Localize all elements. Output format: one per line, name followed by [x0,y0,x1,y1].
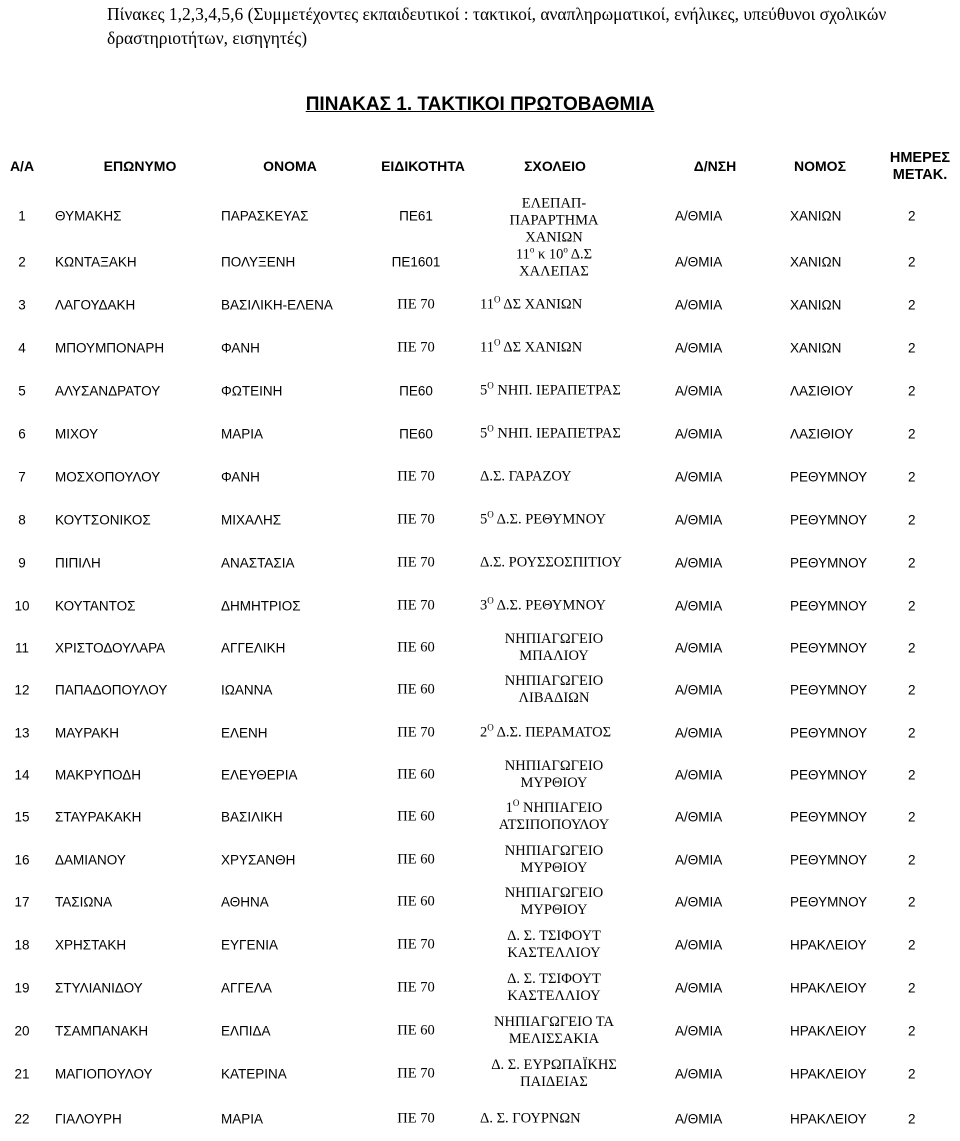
directorate: Α/ΘΜΙΑ [675,297,723,313]
last-name: ΜΠΟΥΜΠΟΝΑΡΗ [55,340,165,356]
specialty: ΠΕ 70 [397,339,435,356]
specialty: ΠΕ 60 [397,1022,435,1039]
travel-days: 2 [908,512,916,528]
prefecture: ΡΕΘΥΜΝΟΥ [790,512,868,528]
school: ΝΗΠΙΑΓΩΓΕΙΟ ΜΥΡΘΙΟΥ [504,843,604,876]
prefecture: ΗΡΑΚΛΕΙΟΥ [790,980,867,996]
row-number: 19 [14,980,30,996]
directorate: Α/ΘΜΙΑ [675,254,723,270]
first-name: ΑΓΓΕΛΑ [221,980,272,996]
specialty: ΠΕ 70 [397,1110,435,1127]
specialty: ΠΕ 70 [397,597,435,614]
row-number: 18 [14,937,30,953]
last-name: ΛΑΓΟΥΔΑΚΗ [55,297,136,313]
travel-days: 2 [908,426,916,442]
first-name: ΦΑΝΗ [221,469,260,485]
header-aa: Α/Α [9,158,35,174]
travel-days: 2 [908,340,916,356]
travel-days: 2 [908,980,916,996]
first-name: ΕΥΓΕΝΙΑ [221,937,278,953]
row-number: 21 [14,1066,30,1082]
specialty: ΠΕ 70 [397,724,435,741]
row-number: 12 [14,682,30,698]
travel-days: 2 [908,598,916,614]
row-number: 14 [14,767,30,783]
first-name: ΕΛΕΥΘΕΡΙΑ [221,767,298,783]
school: $3^O$ Δ.Σ. ΡΕΘΥΜΝΟΥ [480,595,606,614]
last-name: ΜΑΥΡΑΚΗ [55,725,120,741]
prefecture: ΡΕΘΥΜΝΟΥ [790,767,868,783]
prefecture: ΗΡΑΚΛΕΙΟΥ [790,1023,867,1039]
row-number: 7 [18,469,26,485]
prefecture: ΗΡΑΚΛΕΙΟΥ [790,1066,867,1082]
directorate: Α/ΘΜΙΑ [675,852,723,868]
travel-days: 2 [908,809,916,825]
directorate: Α/ΘΜΙΑ [675,383,723,399]
row-number: 11 [14,640,29,656]
travel-days: 2 [908,469,916,485]
header-specialty: ΕΙΔΙΚΟΤΗΤΑ [381,158,465,174]
first-name: ΦΩΤΕΙΝΗ [221,383,283,399]
specialty: ΠΕ60 [399,426,433,442]
specialty: ΠΕ 60 [397,851,435,868]
row-number: 5 [18,383,26,399]
first-name: ΒΑΣΙΛΙΚΗ-ΕΛΕΝΑ [221,297,333,313]
first-name: ΕΛΠΙΔΑ [221,1023,271,1039]
school: ΝΗΠΙΑΓΩΓΕΙΟ ΜΠΑΛΙΟΥ [504,631,604,664]
last-name: ΜΑΓΙΟΠΟΥΛΟΥ [55,1066,153,1082]
row-number: 20 [14,1023,30,1039]
row-number: 3 [18,297,26,313]
specialty: ΠΕ 60 [397,639,435,656]
school: $1^O$ ΝΗΠΙΑΓΕΙΟ ΑΤΣΙΠΟΠΟΥΛΟΥ [498,798,610,833]
travel-days: 2 [908,1066,916,1082]
directorate: Α/ΘΜΙΑ [675,980,723,996]
directorate: Α/ΘΜΙΑ [675,937,723,953]
travel-days: 2 [908,852,916,868]
travel-days: 2 [908,383,916,399]
school: $11^O$ ΔΣ ΧΑΝΙΩΝ [480,337,583,356]
travel-days: 2 [908,937,916,953]
row-number: 15 [14,809,30,825]
specialty: ΠΕ1601 [391,254,441,270]
school: ΝΗΠΙΑΓΩΓΕΙΟ ΤΑ ΜΕΛΙΣΣΑΚΙΑ [494,1014,614,1047]
first-name: ΑΘΗΝΑ [221,894,269,910]
first-name: ΕΛΕΝΗ [221,725,268,741]
prefecture: ΛΑΣΙΘΙΟΥ [790,426,854,442]
last-name: ΘΥΜΑΚΗΣ [55,208,122,224]
row-number: 17 [14,894,30,910]
last-name: ΚΟΥΤΣΟΝΙΚΟΣ [55,512,151,528]
specialty: ΠΕ61 [399,208,433,224]
header-travel-days: ΗΜΕΡΕΣ ΜΕΤΑΚ. [889,150,951,183]
directorate: Α/ΘΜΙΑ [675,809,723,825]
school: Δ. Σ. ΤΣΙΦΟΥΤ ΚΑΣΤΕΛΛΙΟΥ [507,971,601,1004]
header-directorate: Δ/ΝΣΗ [693,158,737,174]
row-number: 8 [18,512,26,528]
last-name: ΑΛΥΣΑΝΔΡΑΤΟΥ [55,383,161,399]
travel-days: 2 [908,1023,916,1039]
row-number: 1 [18,208,26,224]
specialty: ΠΕ 70 [397,554,435,571]
school: Δ. Σ. ΕΥΡΩΠΑΪΚΗΣ ΠΑΙΔΕΙΑΣ [491,1057,617,1090]
last-name: ΚΩΝΤΑΞΑΚΗ [55,254,137,270]
row-number: 16 [14,852,30,868]
first-name: ΜΑΡΙΑ [221,426,264,442]
last-name: ΠΑΠΑΔΟΠΟΥΛΟΥ [55,682,168,698]
directorate: Α/ΘΜΙΑ [675,1066,723,1082]
directorate: Α/ΘΜΙΑ [675,426,723,442]
specialty: ΠΕ 60 [397,893,435,910]
first-name: ΙΩΑΝΝΑ [221,682,273,698]
row-number: 4 [18,340,26,356]
directorate: Α/ΘΜΙΑ [675,598,723,614]
prefecture: ΧΑΝΙΩΝ [790,208,842,224]
prefecture: ΛΑΣΙΘΙΟΥ [790,383,854,399]
last-name: ΤΣΑΜΠΑΝΑΚΗ [55,1023,149,1039]
prefecture: ΡΕΘΥΜΝΟΥ [790,682,868,698]
header-school: ΣΧΟΛΕΙΟ [524,158,586,174]
header-last-name: ΕΠΩΝΥΜΟ [103,158,177,174]
travel-days: 2 [908,1111,916,1127]
specialty: ΠΕ 70 [397,979,435,996]
school: $11^O$ ΔΣ ΧΑΝΙΩΝ [480,294,583,313]
school: $5^O$ Δ.Σ. ΡΕΘΥΜΝΟΥ [480,509,606,528]
last-name: ΜΟΣΧΟΠΟΥΛΟΥ [55,469,161,485]
school: $5^O$ ΝΗΠ. ΙΕΡΑΠΕΤΡΑΣ [480,423,621,442]
directorate: Α/ΘΜΙΑ [675,555,723,571]
travel-days: 2 [908,297,916,313]
header-prefecture: ΝΟΜΟΣ [794,158,846,174]
specialty: ΠΕ 70 [397,1065,435,1082]
specialty: ΠΕ 60 [397,766,435,783]
last-name: ΓΙΑΛΟΥΡΗ [55,1111,122,1127]
last-name: ΣΤΑΥΡΑΚΑΚΗ [55,809,142,825]
prefecture: ΡΕΘΥΜΝΟΥ [790,852,868,868]
first-name: ΑΝΑΣΤΑΣΙΑ [221,555,295,571]
directorate: Α/ΘΜΙΑ [675,469,723,485]
first-name: ΚΑΤΕΡΙΝΑ [221,1066,287,1082]
specialty: ΠΕ 60 [397,808,435,825]
directorate: Α/ΘΜΙΑ [675,1023,723,1039]
travel-days: 2 [908,640,916,656]
prefecture: ΧΑΝΙΩΝ [790,254,842,270]
prefecture: ΡΕΘΥΜΝΟΥ [790,640,868,656]
prefecture: ΧΑΝΙΩΝ [790,297,842,313]
row-number: 2 [18,254,26,270]
specialty: ΠΕ 70 [397,468,435,485]
row-number: 13 [14,725,30,741]
directorate: Α/ΘΜΙΑ [675,682,723,698]
specialty: ΠΕ 70 [397,936,435,953]
prefecture: ΡΕΘΥΜΝΟΥ [790,894,868,910]
first-name: ΠΟΛΥΞΕΝΗ [221,254,296,270]
directorate: Α/ΘΜΙΑ [675,340,723,356]
last-name: ΤΑΣΙΩΝΑ [55,894,113,910]
directorate: Α/ΘΜΙΑ [675,894,723,910]
travel-days: 2 [908,894,916,910]
first-name: ΜΑΡΙΑ [221,1111,264,1127]
first-name: ΧΡΥΣΑΝΘΗ [221,852,296,868]
travel-days: 2 [908,208,916,224]
first-name: ΔΗΜΗΤΡΙΟΣ [221,598,301,614]
travel-days: 2 [908,767,916,783]
specialty: ΠΕ 70 [397,296,435,313]
specialty: ΠΕ60 [399,383,433,399]
school: ΝΗΠΙΑΓΩΓΕΙΟ ΜΥΡΘΙΟΥ [504,885,604,918]
last-name: ΠΙΠΙΛΗ [55,555,101,571]
last-name: ΜΙΧΟΥ [55,426,99,442]
directorate: Α/ΘΜΙΑ [675,640,723,656]
prefecture: ΡΕΘΥΜΝΟΥ [790,809,868,825]
directorate: Α/ΘΜΙΑ [675,725,723,741]
school: ΝΗΠΙΑΓΩΓΕΙΟ ΜΥΡΘΙΟΥ [504,758,604,791]
school: Δ.Σ. ΡΟΥΣΣΟΣΠΙΤΙΟΥ [480,554,622,571]
directorate: Α/ΘΜΙΑ [675,512,723,528]
table-title: ΠΙΝΑΚΑΣ 1. ΤΑΚΤΙΚΟΙ ΠΡΩΤΟΒΑΘΜΙΑ [305,94,655,115]
school: $5^O$ ΝΗΠ. ΙΕΡΑΠΕΤΡΑΣ [480,380,621,399]
row-number: 22 [14,1111,30,1127]
row-number: 9 [18,555,26,571]
first-name: ΒΑΣΙΛΙΚΗ [221,809,283,825]
prefecture: ΡΕΘΥΜΝΟΥ [790,469,868,485]
school: Δ. Σ. ΓΟΥΡΝΩΝ [480,1110,581,1127]
directorate: Α/ΘΜΙΑ [675,1111,723,1127]
travel-days: 2 [908,682,916,698]
merged-school-cell: ΕΛΕΠΑΠ- ΠΑΡΑΡΤΗΜΑ ΧΑΝΙΩΝ $11^o$ κ $10^o$ Δ.Σ ΧΑΛΕΠΑΣ [509,195,599,280]
first-name: ΑΓΓΕΛΙΚΗ [221,640,286,656]
travel-days: 2 [908,555,916,571]
last-name: ΜΑΚΡΥΠΟΔΗ [55,767,141,783]
specialty: ΠΕ 60 [397,681,435,698]
school: ΝΗΠΙΑΓΩΓΕΙΟ ΛΙΒΑΔΙΩΝ [504,673,604,706]
school: Δ. Σ. ΤΣΙΦΟΥΤ ΚΑΣΤΕΛΛΙΟΥ [507,928,601,961]
travel-days: 2 [908,254,916,270]
last-name: ΔΑΜΙΑΝΟΥ [55,852,126,868]
prefecture: ΡΕΘΥΜΝΟΥ [790,555,868,571]
first-name: ΠΑΡΑΣΚΕΥΑΣ [221,208,309,224]
last-name: ΣΤΥΛΙΑΝΙΔΟΥ [55,980,143,996]
first-name: ΦΑΝΗ [221,340,260,356]
prefecture: ΗΡΑΚΛΕΙΟΥ [790,937,867,953]
last-name: ΧΡΙΣΤΟΔΟΥΛΑΡΑ [55,640,166,656]
prefecture: ΡΕΘΥΜΝΟΥ [790,725,868,741]
intro-text: Πίνακες 1,2,3,4,5,6 (Συμμετέχοντες εκπαιδευτικοί : τακτικοί, αναπληρωματικοί, ενήλικες, υπεύθυνοι σχολικών δραστηριοτήτων, εισηγητές) [107,4,887,48]
travel-days: 2 [908,725,916,741]
first-name: ΜΙΧΑΛΗΣ [221,512,282,528]
specialty: ΠΕ 70 [397,511,435,528]
directorate: Α/ΘΜΙΑ [675,767,723,783]
last-name: ΚΟΥΤΑΝΤΟΣ [55,598,136,614]
last-name: ΧΡΗΣΤΑΚΗ [55,937,127,953]
directorate: Α/ΘΜΙΑ [675,208,723,224]
prefecture: ΧΑΝΙΩΝ [790,340,842,356]
school: $2^O$ Δ.Σ. ΠΕΡΑΜΑΤΟΣ [480,722,612,741]
row-number: 6 [18,426,26,442]
row-number: 10 [14,598,30,614]
prefecture: ΗΡΑΚΛΕΙΟΥ [790,1111,867,1127]
prefecture: ΡΕΘΥΜΝΟΥ [790,598,868,614]
school: Δ.Σ. ΓΑΡΑΖΟΥ [480,468,572,485]
header-first-name: ΟΝΟΜΑ [263,158,317,174]
